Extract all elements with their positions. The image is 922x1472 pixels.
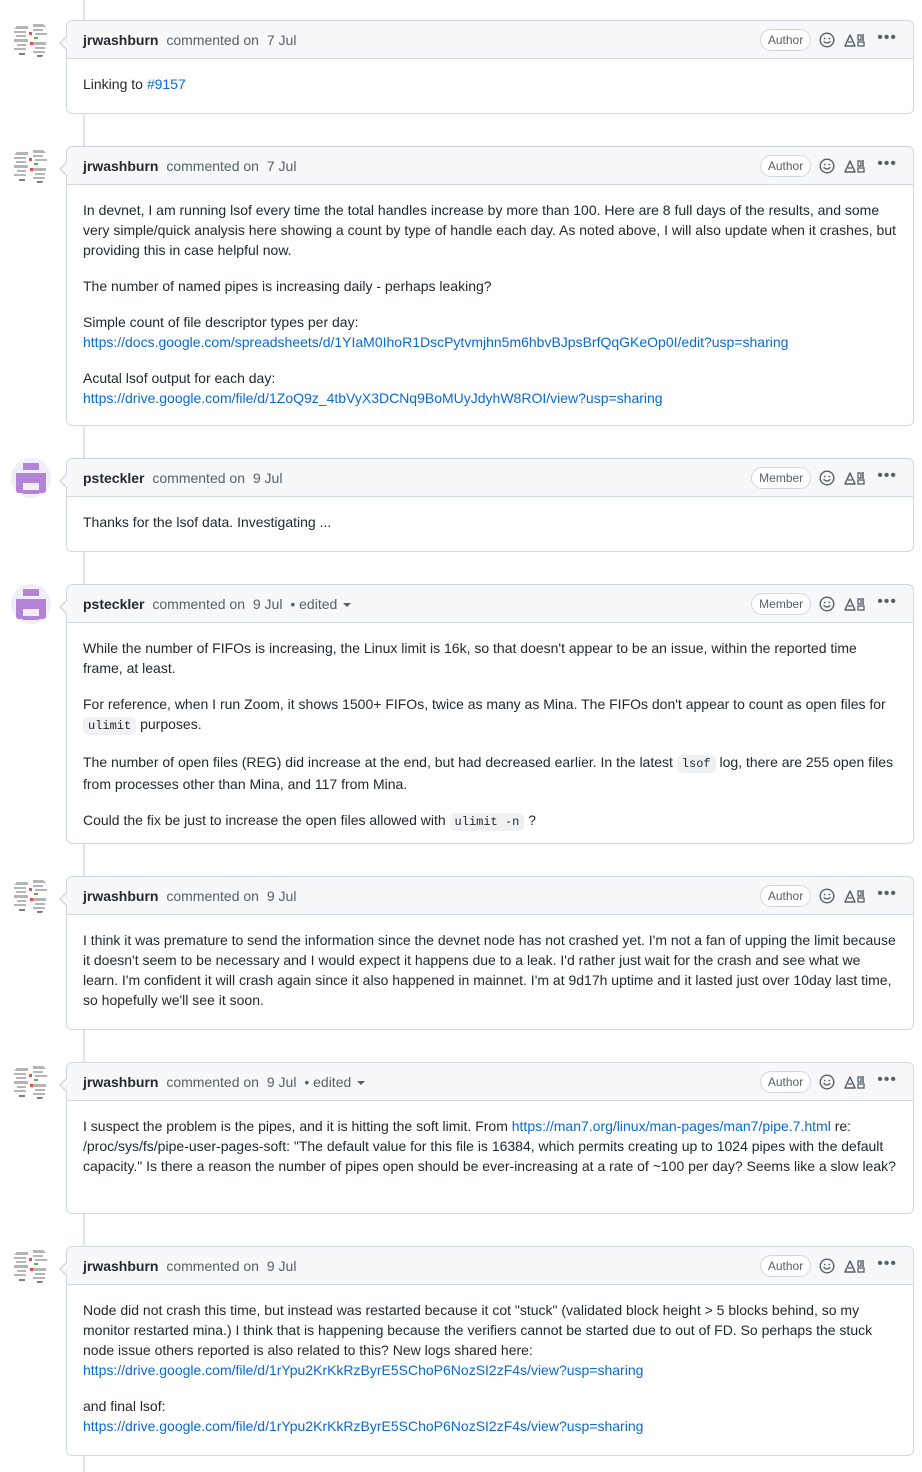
edited-dropdown[interactable] [304, 1074, 365, 1090]
author-badge: Author [760, 1255, 811, 1277]
paragraph-text: purposes. [136, 716, 202, 732]
more-options-icon[interactable]: ••• [877, 1070, 897, 1088]
comment-date[interactable]: 9 Jul [252, 595, 283, 612]
comment-paragraph: I think it was premature to send the information since the devnet node has not crashed yet. I'm not a fan of upping the limit because it doesn't seem to be necessary and I would expect it happens due to a leak. I'd rather just wait for the crash and see what we learn. I'm confident it will crash again since it also happened in mainnet. I'm at 9d17h uptime and it lasted just over 10day last time, so hopefully we'll see it soon. [83, 932, 896, 1008]
author-badge: Author [760, 885, 811, 907]
chevron-down-icon [357, 1081, 365, 1085]
comment-body [67, 1101, 913, 1185]
translate-icon[interactable] [843, 470, 869, 486]
more-options-icon[interactable]: ••• [877, 28, 897, 46]
translate-icon[interactable] [843, 888, 869, 904]
comment-paragraph: Thanks for the lsof data. Investigating ... [83, 514, 332, 530]
smiley-reaction-icon[interactable] [819, 596, 835, 612]
avatar[interactable] [11, 1246, 51, 1286]
smiley-reaction-icon[interactable] [819, 158, 835, 174]
more-options-icon[interactable]: ••• [877, 466, 897, 484]
comment-paragraph [83, 368, 897, 408]
smiley-reaction-icon[interactable] [819, 32, 835, 48]
paragraph-text: and final lsof: [83, 1398, 166, 1414]
paragraph-text: I suspect the problem is the pipes, and it is hitting the soft limit. From [83, 1118, 512, 1134]
comment-box [66, 1246, 914, 1456]
comment-box [66, 146, 914, 426]
comment-body [67, 497, 913, 541]
comment-date[interactable]: 9 Jul [266, 1073, 297, 1090]
avatar[interactable] [11, 876, 51, 916]
comment-body [67, 623, 913, 841]
comment-date[interactable]: 7 Jul [266, 31, 297, 48]
translate-icon[interactable] [843, 158, 869, 174]
edited-label: • edited [304, 1073, 352, 1090]
spreadsheet-link[interactable]: https://docs.google.com/spreadsheets/d/1YIaM0IhoR1DscPytvmjhn5m6hbvBJpsBrfQqGKeOp0I/edit?usp=sharing [83, 334, 789, 350]
paragraph-text: Simple count of file descriptor types per day: [83, 314, 359, 330]
comment-box [66, 876, 914, 1030]
comment-author[interactable]: psteckler [83, 469, 145, 486]
translate-icon[interactable] [843, 596, 869, 612]
more-options-icon[interactable]: ••• [877, 592, 897, 610]
comment-paragraph [83, 312, 897, 352]
comment-header [67, 147, 913, 185]
comment-author[interactable]: jrwashburn [83, 1257, 159, 1274]
comment-date[interactable]: 7 Jul [266, 157, 297, 174]
author-badge: Author [760, 29, 811, 51]
comment-paragraph [83, 1116, 897, 1176]
drive-link[interactable]: https://drive.google.com/file/d/1ZoQ9z_4tbVyX3DCNq9BoMUyJdyhW8ROI/view?usp=sharing [83, 390, 663, 406]
paragraph-text: The number of open files (REG) did increase at the end, but had decreased earlier. In the latest [83, 754, 677, 770]
more-options-icon[interactable]: ••• [877, 1254, 897, 1272]
more-options-icon[interactable]: ••• [877, 884, 897, 902]
chevron-down-icon [343, 603, 351, 607]
translate-icon[interactable] [843, 1074, 869, 1090]
comment-box [66, 20, 914, 114]
comment-author[interactable]: jrwashburn [83, 157, 159, 174]
comment-paragraph [83, 694, 897, 736]
paragraph-text: Node did not crash this time, but instead was restarted because it cot "stuck" (validated block height > 5 blocks behind, so my monitor restarted mina.) I think that is happening because the verifiers cannot be started due to out of FD. So perhaps the stuck node issue others reported is also related to this? New logs shared here: [83, 1302, 873, 1358]
drive-link[interactable]: https://drive.google.com/file/d/1rYpu2KrKkRzByrE5SChoP6NozSI2zF4s/view?usp=sharing [83, 1362, 644, 1378]
paragraph-text: Linking to [83, 76, 147, 92]
translate-icon[interactable] [843, 32, 869, 48]
comment-verb: commented on [166, 157, 259, 174]
comment-body [67, 59, 913, 103]
comment-date[interactable]: 9 Jul [252, 469, 283, 486]
comment-author[interactable]: jrwashburn [83, 31, 159, 48]
comment-verb: commented on [152, 469, 245, 486]
paragraph-text: For reference, when I run Zoom, it shows 1500+ FIFOs, twice as many as Mina. The FIFOs don't appear to count as open files for [83, 696, 886, 712]
avatar[interactable] [11, 146, 51, 186]
comment-box [66, 584, 914, 844]
more-options-icon[interactable]: ••• [877, 154, 897, 172]
comment-header [67, 1063, 913, 1101]
comment-date[interactable]: 9 Jul [266, 887, 297, 904]
smiley-reaction-icon[interactable] [819, 1258, 835, 1274]
comment-header [67, 585, 913, 623]
inline-code: ulimit [83, 717, 136, 735]
comment-verb: commented on [166, 887, 259, 904]
issue-link[interactable]: #9157 [146, 76, 186, 92]
paragraph-text: Could the fix be just to increase the open files allowed with [83, 812, 450, 828]
comment-paragraph [83, 810, 897, 832]
edited-dropdown[interactable] [290, 596, 351, 612]
drive-link[interactable]: https://drive.google.com/file/d/1rYpu2KrKkRzByrE5SChoP6NozSI2zF4s/view?usp=sharing [83, 1418, 644, 1434]
comment-paragraph [83, 1396, 897, 1436]
comment-date[interactable]: 9 Jul [266, 1257, 297, 1274]
avatar[interactable] [11, 458, 51, 498]
member-badge: Member [751, 467, 811, 489]
comment-author[interactable]: jrwashburn [83, 887, 159, 904]
comment-paragraph: While the number of FIFOs is increasing, the Linux limit is 16k, so that doesn't appear to be an issue, within the reported time frame, at least. [83, 640, 857, 676]
smiley-reaction-icon[interactable] [819, 470, 835, 486]
comment-header [67, 459, 913, 497]
inline-code: ulimit -n [450, 813, 525, 831]
comment-body [67, 915, 913, 1019]
comment-header [67, 21, 913, 59]
member-badge: Member [751, 593, 811, 615]
smiley-reaction-icon[interactable] [819, 888, 835, 904]
comment-paragraph: The number of named pipes is increasing daily - perhaps leaking? [83, 278, 492, 294]
avatar[interactable] [11, 584, 51, 624]
inline-code: lsof [677, 755, 716, 773]
paragraph-text: Acutal lsof output for each day: [83, 370, 276, 386]
comment-verb: commented on [166, 1073, 259, 1090]
avatar[interactable] [11, 20, 51, 60]
paragraph-text: re: /proc/sys/fs/pipe-user-pages-soft: "The default value for this file is 16384, which permits creating up to 1024 pipes with the default capacity." Is there a reason the number of pipes open should be ever-increasing at a rate of ~100 per day? Seems like a slow leak? [83, 1118, 896, 1174]
comment-verb: commented on [152, 595, 245, 612]
comment-paragraph [83, 752, 897, 794]
smiley-reaction-icon[interactable] [819, 1074, 835, 1090]
comment-paragraph [83, 1300, 897, 1380]
man-page-link[interactable]: https://man7.org/linux/man-pages/man7/pipe.7.html [511, 1118, 831, 1134]
paragraph-text: ? [524, 812, 537, 828]
translate-icon[interactable] [843, 1258, 869, 1274]
comment-body [67, 185, 913, 417]
author-badge: Author [760, 155, 811, 177]
comment-box [66, 458, 914, 552]
comment-body [67, 1285, 913, 1445]
comment-paragraph [83, 74, 897, 94]
comment-author[interactable]: psteckler [83, 595, 145, 612]
comment-box [66, 1062, 914, 1214]
comment-verb: commented on [166, 31, 259, 48]
comment-header [67, 1247, 913, 1285]
comment-paragraph: In devnet, I am running lsof every time the total handles increase by more than 100. Here are 8 full days of the results, and some very simple/quick analysis here showing a count by type of handle each day. As noted above, I will also update when it crashes, but providing this in case helpful now. [83, 202, 896, 258]
avatar[interactable] [11, 1062, 51, 1102]
comment-verb: commented on [166, 1257, 259, 1274]
comment-author[interactable]: jrwashburn [83, 1073, 159, 1090]
comment-header [67, 877, 913, 915]
author-badge: Author [760, 1071, 811, 1093]
paragraph-text: log, there are 255 open files from processes other than Mina, and 117 from Mina. [83, 754, 894, 792]
edited-label: • edited [290, 595, 338, 612]
